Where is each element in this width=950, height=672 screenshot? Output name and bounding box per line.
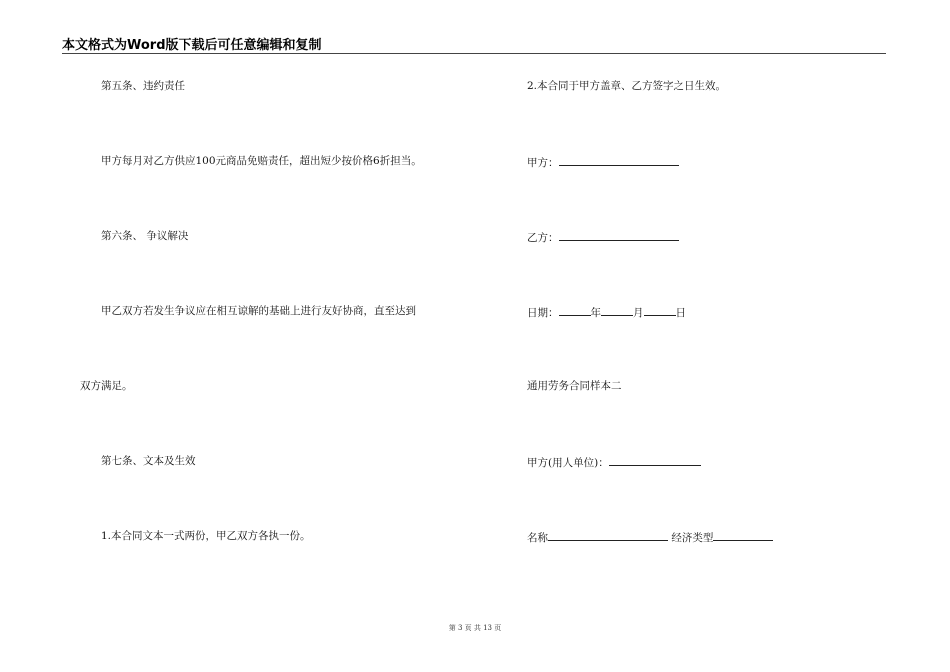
day-blank [644, 304, 676, 316]
article-7-item-2: 2.本合同于甲方盖章、乙方签字之日生效。 [527, 80, 727, 92]
date-label: 日期： [527, 307, 559, 319]
header-divider [62, 53, 886, 54]
date-row [527, 304, 686, 320]
name-label: 名称 [527, 532, 548, 544]
month-label: 月 [633, 307, 644, 319]
sample-2-title: 通用劳务合同样本二 [527, 380, 622, 392]
year-blank [559, 304, 591, 316]
year-label: 年 [590, 307, 601, 319]
employer-label: 甲方(用人单位)： [527, 457, 609, 469]
employer-row [527, 454, 701, 470]
article-7-item-1: 1.本合同文本一式两份，甲乙双方各执一份。 [101, 530, 311, 542]
article-6-body-line-1: 甲乙双方若发生争议应在相互谅解的基础上进行友好协商，直至达到 [101, 305, 416, 317]
article-7-title: 第七条、文本及生效 [101, 455, 196, 467]
party-a-label: 甲方： [527, 157, 559, 169]
econ-type-blank [713, 529, 773, 541]
article-5-title: 第五条、违约责任 [101, 80, 185, 92]
name-blank [548, 529, 668, 541]
name-econ-type-row [527, 529, 773, 545]
employer-blank [609, 454, 701, 466]
month-blank [601, 304, 633, 316]
party-b-blank [559, 229, 679, 241]
party-a-signature-row [527, 154, 679, 170]
econ-type-label: 经济类型 [671, 532, 714, 544]
document-header: 本文格式为Word版下载后可任意编辑和复制 [62, 38, 322, 53]
article-5-body: 甲方每月对乙方供应100元商品免赔责任，超出短少按价格6折担当。 [101, 155, 422, 167]
day-label: 日 [675, 307, 686, 319]
article-6-title: 第六条、 争议解决 [101, 230, 189, 242]
page-number: 第 3 页 共 13 页 [448, 624, 502, 632]
party-a-blank [559, 154, 679, 166]
article-6-body-line-2: 双方满足。 [80, 380, 133, 392]
party-b-signature-row [527, 229, 679, 245]
party-b-label: 乙方： [527, 232, 559, 244]
